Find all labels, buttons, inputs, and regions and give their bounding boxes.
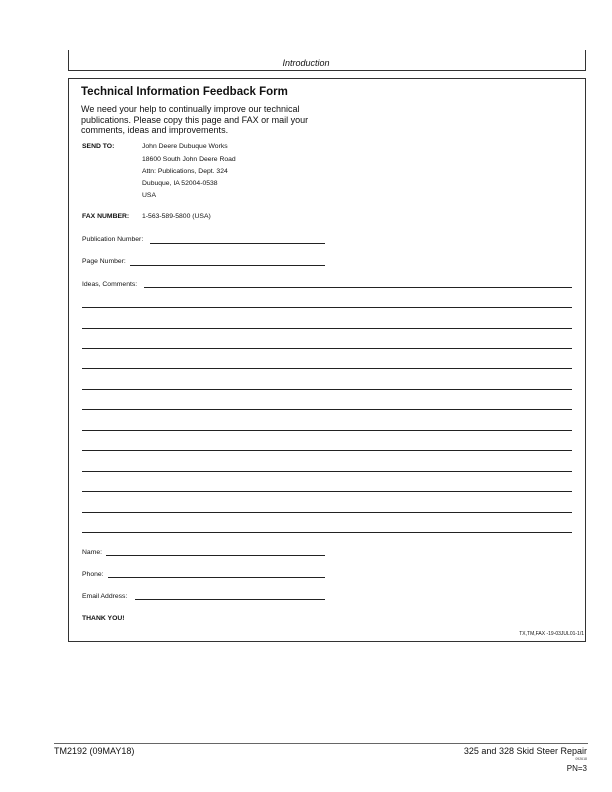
name-line[interactable] (106, 555, 325, 556)
address-line: John Deere Dubuque Works (142, 143, 228, 150)
phone-label: Phone: (82, 571, 104, 578)
comment-line[interactable] (82, 409, 572, 410)
email-address-label: Email Address: (82, 593, 128, 600)
address-line: USA (142, 192, 156, 199)
footer-doc-id: TM2192 (09MAY18) (54, 746, 135, 756)
form-intro (81, 104, 341, 136)
comment-line[interactable] (82, 532, 572, 533)
comment-line[interactable] (82, 328, 572, 329)
intro-line: publications. Please copy this page and FAX or mail your (81, 114, 309, 125)
header-divider (68, 70, 586, 71)
page-number-line[interactable] (130, 265, 325, 266)
phone-line[interactable] (108, 577, 325, 578)
address-line: Dubuque, IA 52004-0538 (142, 180, 218, 187)
comment-line[interactable] (82, 307, 572, 308)
fax-number-label: FAX NUMBER: (82, 213, 130, 220)
comment-line[interactable] (82, 471, 572, 472)
comment-line[interactable] (82, 512, 572, 513)
name-label: Name: (82, 549, 103, 556)
address-line: Attn: Publications, Dept. 324 (142, 168, 228, 175)
page-number-label: Page Number: (82, 258, 126, 265)
comment-line[interactable] (82, 430, 572, 431)
comment-line[interactable] (82, 389, 572, 390)
comment-line[interactable] (82, 450, 572, 451)
comment-line[interactable] (144, 287, 572, 288)
comment-line[interactable] (82, 348, 572, 349)
footer-small-code: 092618 (575, 757, 587, 761)
footer-page-number: PN=3 (566, 764, 587, 773)
intro-line: We need your help to continually improve our technical (81, 104, 300, 114)
section-header: Introduction (282, 58, 330, 68)
fax-number-value: 1-563-589-5800 (USA) (142, 213, 211, 220)
thank-you-text: THANK YOU! (82, 615, 125, 622)
footer-rule (54, 743, 588, 744)
ideas-comments-label: Ideas, Comments: (82, 281, 138, 288)
email-address-line[interactable] (135, 599, 325, 600)
address-line: 18600 South John Deere Road (142, 156, 236, 163)
intro-line: comments, ideas and improvements. (81, 125, 229, 136)
footer-title: 325 and 328 Skid Steer Repair (463, 746, 587, 756)
publication-number-line[interactable] (150, 243, 325, 244)
comment-line[interactable] (82, 491, 572, 492)
document-reference-code: TX,TM,FAX -19-03JUL01-1/1 (519, 631, 584, 637)
form-title: Technical Information Feedback Form (81, 86, 288, 98)
comment-line[interactable] (82, 368, 572, 369)
publication-number-label: Publication Number: (82, 236, 144, 243)
send-to-label: SEND TO: (82, 143, 115, 150)
